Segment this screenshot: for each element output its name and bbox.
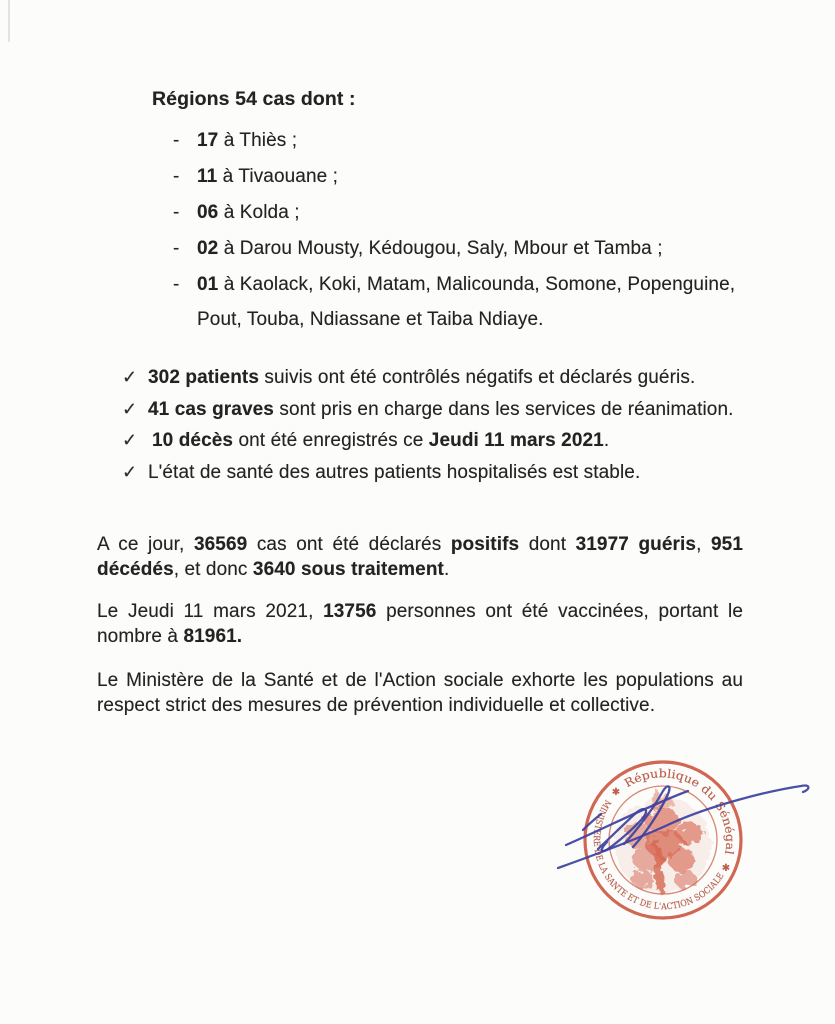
paragraph-line: nombre à 81961.	[97, 626, 243, 647]
region-list-item	[173, 201, 300, 225]
check-item-text: 302 patients suivis ont été contrôlés négatifs et déclarés guéris.	[148, 367, 696, 388]
region-item-text: Pout, Touba, Ndiassane et Taiba Ndiaye.	[197, 309, 544, 330]
stamp-outer-ring	[585, 762, 741, 918]
signature	[558, 786, 808, 868]
check-list-item	[122, 428, 609, 452]
region-item-text: 01 à Kaolack, Koki, Matam, Malicounda, Somone, Popenguine,	[197, 274, 736, 295]
region-list-item	[173, 165, 338, 189]
paragraph-line: A ce jour, 36569 cas ont été déclarés positifs dont 31977 guéris, 951	[97, 534, 743, 555]
dash-bullet: -	[173, 238, 180, 259]
dash-bullet: -	[173, 202, 180, 223]
paragraph-exhortation	[97, 668, 743, 718]
check-icon: ✓	[122, 399, 138, 419]
section-heading: Régions 54 cas dont :	[152, 88, 356, 110]
region-list-item	[173, 273, 735, 297]
paragraph-line: respect strict des mesures de prévention individuelle et collective.	[97, 695, 656, 716]
region-item-text: 06 à Kolda ;	[197, 202, 300, 223]
check-icon: ✓	[122, 462, 138, 482]
check-item-text: L'état de santé des autres patients hospitalisés est stable.	[148, 462, 641, 483]
ministry-stamp	[585, 762, 741, 918]
region-list-item-continuation	[197, 308, 543, 332]
paragraph-totals	[97, 532, 743, 582]
paragraph-line: décédés, et donc 3640 sous traitement.	[97, 559, 450, 580]
stamp-star-left: ✱	[611, 787, 621, 798]
scan-edge-artifact	[8, 0, 10, 42]
paragraph-line: Le Ministère de la Santé et de l'Action sociale exhorte les populations au	[97, 670, 743, 691]
dash-bullet: -	[173, 166, 180, 187]
region-list-item	[173, 129, 297, 153]
check-icon: ✓	[122, 367, 138, 387]
dash-bullet: -	[173, 130, 180, 151]
coat-of-arms-emblem	[615, 794, 711, 893]
region-item-text: 17 à Thiès ;	[197, 130, 298, 151]
dash-bullet: -	[173, 274, 180, 295]
paragraph-vaccination	[97, 599, 743, 649]
region-item-text: 02 à Darou Mousty, Kédougou, Saly, Mbour et Tamba ;	[197, 238, 663, 259]
stamp-bottom-text: MINISTERE DE LA SANTE ET DE L'ACTION SOCIALE	[590, 797, 727, 913]
check-item-text: 41 cas graves sont pris en charge dans les services de réanimation.	[148, 399, 734, 420]
check-icon: ✓	[122, 430, 138, 450]
check-list-item	[122, 365, 695, 389]
paragraph-line: Le Jeudi 11 mars 2021, 13756 personnes ont été vaccinées, portant le	[97, 601, 743, 622]
check-list-item	[122, 397, 734, 421]
stamp-inner-ring	[609, 786, 717, 894]
region-item-text: 11 à Tivaouane ;	[197, 166, 339, 187]
stamp-star-right: ✱	[721, 863, 731, 874]
check-item-text: 10 décès ont été enregistrés ce Jeudi 11 mars 2021.	[152, 430, 610, 451]
stamp-top-text: République du Sénégal	[621, 766, 738, 856]
region-list-item	[173, 237, 663, 261]
check-list-item	[122, 460, 640, 484]
